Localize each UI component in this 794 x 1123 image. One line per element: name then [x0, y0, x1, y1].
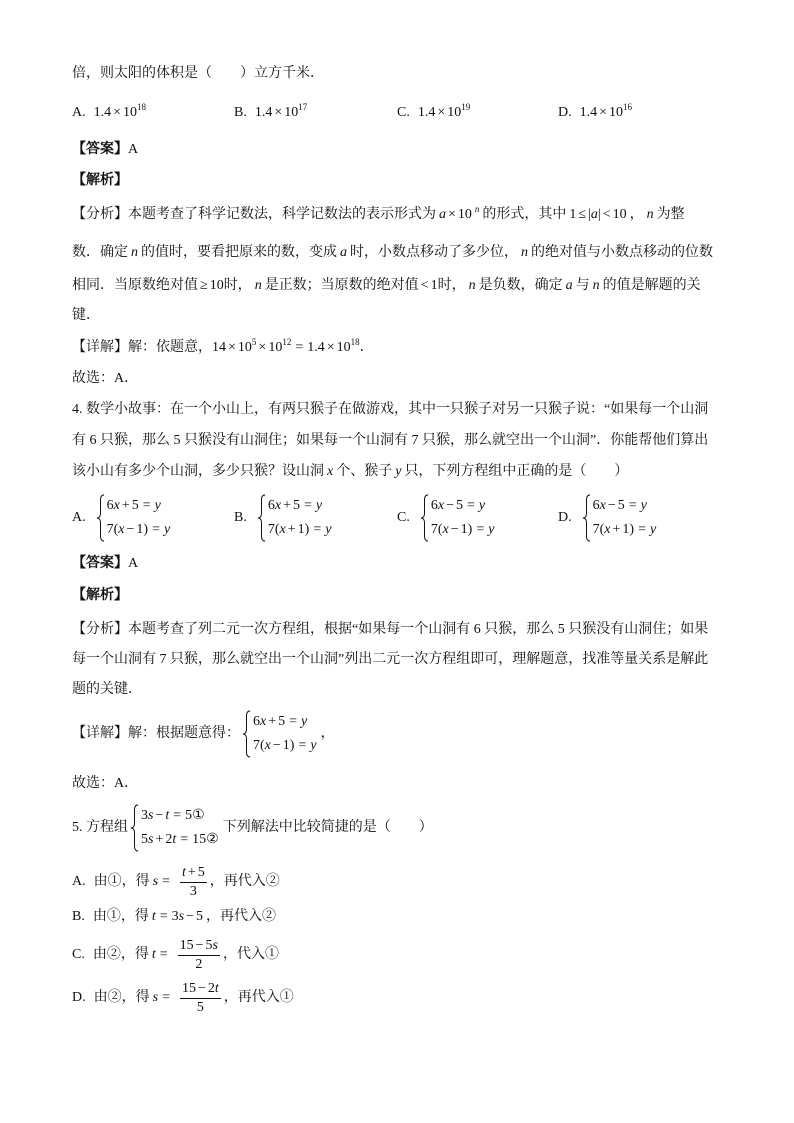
equation: 7(x − 1) = y [430, 522, 495, 537]
math-variable: y [315, 498, 323, 513]
option-text: 由②，得 [93, 990, 150, 1005]
analysis-text: ， [629, 207, 644, 222]
math-inline [566, 276, 573, 296]
math-operator: = [162, 990, 170, 1005]
q3-analysis-line-3 [72, 276, 701, 296]
math-operator: = [476, 522, 485, 537]
math-operator: = [162, 874, 170, 889]
math-exponent: 5 [251, 337, 257, 347]
option-letter: A. [72, 510, 86, 525]
math-inline [153, 988, 174, 1008]
math-operator: − [450, 522, 459, 537]
fraction [180, 980, 221, 1017]
math-operator: = [313, 522, 322, 537]
analysis-text: 与 [575, 278, 590, 293]
math-inline [521, 243, 528, 263]
q4-conclusion [72, 774, 138, 794]
option-exponent: 18 [137, 102, 147, 112]
math-operator: × [258, 340, 267, 355]
conclusion-text: 故选：A． [72, 776, 139, 791]
fraction [178, 937, 220, 974]
option-letter: C. [397, 510, 410, 525]
math-operator: = [142, 498, 151, 513]
question-text: 4. 数学小故事：在一个小山上，有两只猴子在做游戏，其中一只猴子对另一只猴子说：“如果每一个山洞 [72, 402, 709, 417]
option-letter: C. [72, 947, 85, 962]
math-variable: t [214, 980, 219, 996]
brace-icon [257, 494, 266, 542]
math-operator: = [180, 832, 189, 847]
math-variable: s [152, 990, 159, 1005]
equation: 7(x + 1) = y [592, 522, 657, 537]
math-variable: a [439, 207, 446, 222]
equation: 7(x − 1) = y [253, 738, 317, 753]
question-text: 个、猴子 [336, 464, 393, 479]
q3-analysis-line-2 [72, 243, 713, 263]
math-operator: = [152, 522, 160, 537]
q5-option-a [72, 860, 280, 904]
math-variable: a [565, 278, 573, 293]
equation-rows [141, 804, 219, 852]
math-variable: x [264, 738, 271, 753]
math-variable: y [395, 464, 402, 479]
analysis-text: 【分析】本题考查了列二元一次方程组，根据“如果每一个山洞有 6 只猴，那么 5 只猴没有山洞住；如果 [72, 622, 709, 637]
q3-stem-text: 倍，则太阳的体积是（ ）立方千米． [72, 66, 324, 81]
math-operator: + [187, 864, 196, 880]
equation-system [420, 494, 495, 542]
analysis-text: 时， [437, 278, 466, 293]
math-variable: x [118, 522, 125, 537]
math-inline: 14 × 10 [212, 340, 252, 355]
fraction-numerator: 15 − 5s [178, 937, 220, 956]
option-letter: A. [72, 874, 86, 889]
math-operator: − [195, 937, 204, 953]
math-exponent: 12 [282, 337, 292, 347]
math-variable: x [274, 498, 282, 513]
equation: 7(x + 1) = y [267, 522, 332, 537]
analysis-text: 为整 [656, 207, 685, 222]
analysis-text: 时，小数点移动了多少位， [350, 245, 518, 260]
math-inline [152, 945, 172, 965]
math-operator: + [268, 714, 277, 729]
equation-rows [593, 494, 657, 542]
math-variable: s [178, 909, 185, 924]
math-variable: y [325, 522, 332, 537]
equation-system [130, 804, 219, 852]
fraction-numerator: 15 − 2t [180, 980, 221, 999]
analysis-text: 每一个山洞有 7 只猴，那么就空出一个山洞”列出二元一次方程组即可，理解题意，找准等量关系是解此 [72, 652, 709, 667]
math-exponent [475, 199, 480, 219]
math-variable: x [260, 714, 267, 729]
option-letter: D. [558, 105, 572, 120]
math-variable: x [604, 522, 611, 537]
analysis-text: 时， [223, 278, 252, 293]
option-value: 1.4 × 10 [254, 105, 299, 120]
option-text: 由②，得 [92, 947, 149, 962]
math-variable: t [151, 909, 156, 924]
math-operator: + [121, 498, 130, 513]
math-variable: s [152, 874, 159, 889]
q4-detail [72, 709, 335, 759]
math-variable: t [151, 947, 156, 962]
math-operator: = [628, 498, 637, 513]
question-text: 有 6 只猴，那么 5 只猴没有山洞住；如果每一个山洞有 7 只猴，那么就空出一个山洞”．你能帮他们算出 [72, 433, 709, 448]
math-inline [395, 462, 401, 482]
option-letter: B. [234, 105, 247, 120]
question-text: 只，下列方程组中正确的是（ ） [404, 464, 629, 479]
math-operator: ≥ [200, 278, 208, 293]
math-variable: n [521, 245, 528, 260]
jiexi-label: 【解析】 [72, 588, 128, 603]
q3-jiexi [72, 171, 128, 191]
math-operator: × [274, 105, 283, 120]
math-operator: × [437, 105, 446, 120]
brace-icon [582, 494, 591, 542]
math-operator: = [289, 714, 298, 729]
q3-detail [72, 338, 374, 358]
q4-answer [72, 554, 138, 574]
q3-stem-tail [72, 64, 324, 84]
detail-text: ． [359, 340, 374, 355]
math-operator: + [612, 522, 621, 537]
brace-icon [96, 494, 105, 542]
analysis-text: 数．确定 [72, 245, 128, 260]
math-operator: + [155, 832, 164, 847]
conclusion-text: 故选：A． [72, 371, 139, 386]
math-inline: a × 10 [439, 207, 472, 222]
math-inline [647, 205, 654, 225]
q4-option-c [397, 493, 498, 543]
math-inline [593, 276, 600, 296]
q3-option-c [397, 103, 470, 123]
math-operator: × [113, 105, 122, 120]
equation-system [257, 494, 332, 542]
math-variable: s [148, 808, 154, 823]
equation-rows [253, 710, 317, 758]
math-variable: t [181, 864, 186, 880]
math-variable: t [172, 832, 177, 847]
math-operator: = [638, 522, 646, 537]
math-inline [255, 276, 262, 296]
math-operator: < [602, 207, 611, 222]
math-variable: n [592, 278, 600, 293]
math-operator: < [420, 278, 429, 293]
fraction-denominator: 3 [189, 883, 197, 899]
analysis-text: 是正数；当原数的绝对值 [264, 278, 419, 293]
equation: 3s − t = 5① [141, 808, 205, 823]
equation-system [582, 494, 657, 542]
q3-analysis-line-4 [72, 306, 100, 326]
analysis-text: 的值时，要看把原来的数，变成 [141, 245, 337, 260]
option-value: 1.4 × 10 [417, 105, 462, 120]
math-operator: + [287, 522, 296, 537]
q4-analysis-line-1 [72, 620, 708, 640]
q3-option-d [558, 103, 632, 123]
math-inline [327, 462, 333, 482]
math-operator: = [298, 738, 307, 753]
math-variable: y [310, 738, 317, 753]
option-text: ，再代入② [206, 909, 276, 924]
math-variable: y [164, 522, 171, 537]
math-variable: s [212, 937, 218, 953]
math-variable: y [640, 498, 647, 513]
answer-label: 【答案】 [72, 556, 128, 571]
math-variable: t [165, 808, 170, 823]
detail-text: 【详解】解：根据题意得： [72, 726, 240, 741]
equation-rows [107, 494, 171, 542]
math-variable: x [327, 464, 334, 479]
question-text: 5. 方程组 [72, 820, 128, 835]
analysis-text: 题的关键． [72, 682, 142, 697]
math-variable: n [468, 278, 476, 293]
math-variable: y [650, 522, 657, 537]
math-operator: − [446, 498, 454, 513]
math-variable: n [131, 245, 138, 260]
equation: 6x − 5 = y [592, 498, 647, 513]
q4-option-b [234, 493, 335, 543]
brace-icon [242, 710, 251, 758]
math-operator: = [295, 340, 304, 355]
math-variable: a [590, 207, 598, 222]
math-variable: s [148, 832, 154, 847]
math-variable: x [437, 498, 445, 513]
q4-analysis-line-2 [72, 650, 708, 670]
math-operator: ≤ [578, 207, 587, 222]
math-variable: y [478, 498, 486, 513]
math-operator: × [228, 340, 236, 355]
math-operator: = [303, 498, 312, 513]
analysis-text: 的值是解题的关 [602, 278, 701, 293]
math-variable: n [646, 207, 654, 222]
fraction [180, 864, 207, 901]
fraction-numerator: t + 5 [180, 864, 207, 883]
math-operator: = [173, 808, 182, 823]
answer-value: A [128, 142, 139, 157]
answer-label: 【答案】 [72, 142, 128, 157]
math-variable: x [279, 522, 286, 537]
math-variable: y [154, 498, 161, 513]
option-letter: B. [72, 909, 85, 924]
equation: 5s + 2t = 15② [141, 832, 219, 847]
detail-text: ， [320, 726, 335, 741]
option-text: 由①，得 [92, 909, 149, 924]
option-text: ，再代入① [223, 990, 294, 1005]
option-letter: B. [234, 510, 247, 525]
equation-rows [431, 494, 495, 542]
equation-rows [268, 494, 332, 542]
math-inline: < 1 [420, 278, 438, 293]
math-operator: × [448, 207, 456, 222]
fraction-denominator: 2 [195, 956, 203, 972]
answer-value: A [128, 556, 139, 571]
option-exponent: 19 [461, 102, 471, 112]
option-value: 1.4 × 10 [579, 105, 624, 120]
math-exponent: 18 [350, 337, 360, 347]
q4-option-d [558, 493, 660, 543]
math-inline [340, 243, 347, 263]
equation-system [242, 710, 317, 758]
analysis-text: 是负数，确定 [478, 278, 563, 293]
math-operator: − [126, 522, 135, 537]
option-text: 由①，得 [93, 874, 150, 889]
question-text: 该小山有多少个山洞，多少只猴？设山洞 [72, 464, 324, 479]
math-variable: y [301, 714, 308, 729]
math-variable: x [113, 498, 120, 513]
equation: 6x + 5 = y [267, 498, 323, 513]
math-operator: = [466, 498, 475, 513]
equation: 6x − 5 = y [430, 498, 486, 513]
math-inline [131, 243, 138, 263]
jiexi-label: 【解析】 [72, 173, 128, 188]
q3-option-a [72, 103, 146, 123]
q4-stem-line-1 [72, 400, 708, 420]
q5-stem [72, 803, 433, 853]
math-operator: − [607, 498, 616, 513]
math-operator: × [599, 105, 608, 120]
analysis-text: 相同．当原数绝对值 [72, 278, 198, 293]
option-letter: D. [558, 510, 572, 525]
question-text: 下列解法中比较简捷的是（ ） [222, 820, 433, 835]
brace-icon [130, 804, 139, 852]
q4-stem-line-2 [72, 431, 708, 451]
math-operator: = [159, 947, 168, 962]
equation: 6x + 5 = y [106, 498, 161, 513]
math-variable: x [442, 522, 449, 537]
math-inline: ≥ 10 [200, 278, 224, 293]
analysis-text: 【分析】本题考查了科学记数法，科学记数法的表示形式为 [72, 207, 436, 222]
math-inline: t = 3s − 5 [151, 909, 203, 924]
math-variable: n [474, 204, 480, 214]
option-exponent: 16 [623, 102, 633, 112]
math-inline [153, 872, 174, 892]
q4-option-a [72, 493, 174, 543]
math-variable: n [254, 278, 262, 293]
option-value: 1.4 × 10 [93, 105, 138, 120]
equation: 6x + 5 = y [253, 714, 308, 729]
option-text: ，代入① [223, 947, 279, 962]
analysis-text: 的形式，其中 [482, 207, 567, 222]
q4-jiexi [72, 586, 128, 606]
math-variable: x [599, 498, 606, 513]
fraction-denominator: 5 [196, 999, 204, 1015]
math-operator: − [155, 808, 164, 823]
q5-option-d [72, 976, 294, 1020]
math-operator: × [326, 340, 335, 355]
math-operator: = [159, 909, 168, 924]
math-variable: y [488, 522, 495, 537]
math-operator: + [283, 498, 291, 513]
math-inline: = 1.4 × 10 [295, 340, 351, 355]
q4-analysis-line-3 [72, 680, 142, 700]
option-letter: D. [72, 990, 86, 1005]
math-inline [469, 276, 476, 296]
q5-option-c [72, 933, 279, 977]
q4-stem-line-3 [72, 462, 628, 482]
option-letter: A. [72, 105, 86, 120]
analysis-text: 键． [72, 308, 100, 323]
math-inline: 1 ≤ |a| < 10 [569, 207, 627, 222]
math-inline: × 10 [258, 340, 283, 355]
option-text: ，再代入② [209, 874, 280, 889]
equation-system [96, 494, 171, 542]
equation: 7(x − 1) = y [106, 522, 171, 537]
q3-analysis-line-1 [72, 205, 685, 225]
math-operator: − [186, 909, 194, 924]
q3-conclusion [72, 369, 138, 389]
q3-answer [72, 140, 138, 160]
q3-option-b [234, 103, 307, 123]
math-variable: a [340, 245, 347, 260]
option-letter: C. [397, 105, 410, 120]
analysis-text: 的绝对值与小数点移动的位数 [531, 245, 713, 260]
detail-text: 【详解】解：依题意， [72, 340, 212, 355]
brace-icon [420, 494, 429, 542]
math-operator: − [272, 738, 281, 753]
math-operator: − [197, 980, 206, 996]
q5-option-b [72, 907, 276, 927]
option-exponent: 17 [298, 102, 308, 112]
